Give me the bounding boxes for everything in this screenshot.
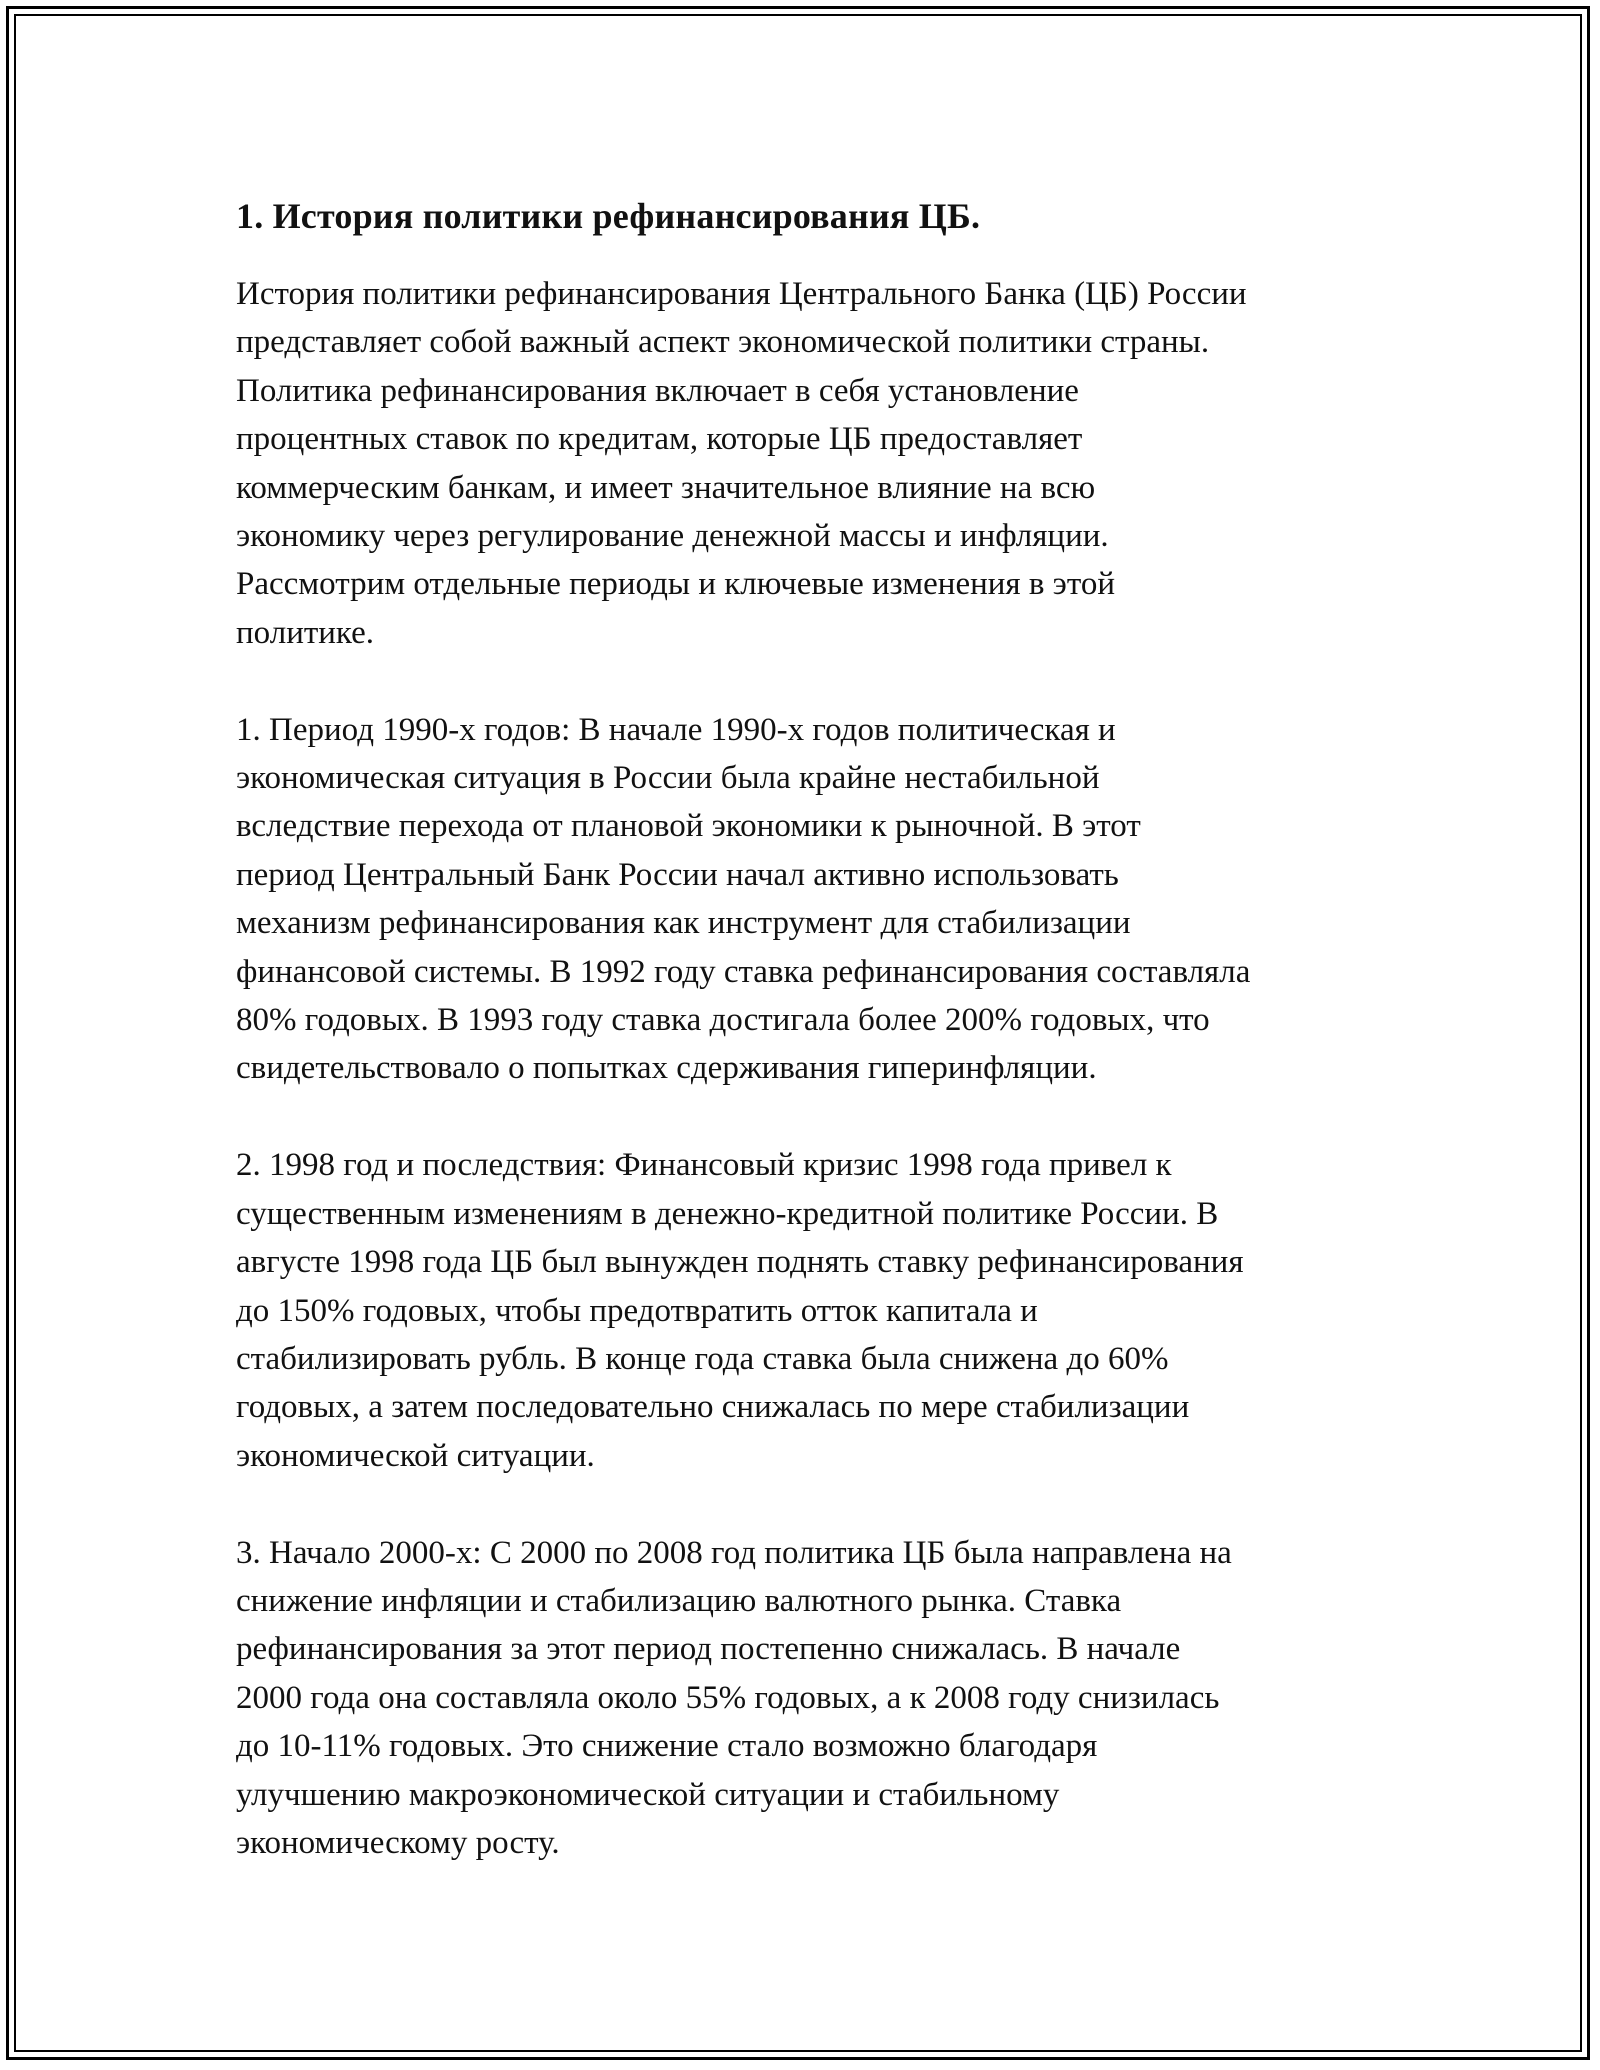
text-line: 1. Период 1990-х годов: В начале 1990-х годов политическая и [236,711,1116,748]
text-line: свидетельствовало о попытках сдерживания гиперинфляции. [236,1050,1097,1087]
text-line: до 10-11% годовых. Это снижение стало возможно благодаря [236,1728,1098,1765]
section-heading: 1. История политики рефинансирования ЦБ. [236,196,981,236]
period-1998-paragraph [236,1141,1376,1480]
intro-paragraph [236,270,1376,657]
text-line: Политика рефинансирования включает в себя установление [236,372,1079,409]
text-line: до 150% годовых, чтобы предотвратить отток капитала и [236,1292,1038,1329]
text-line: 3. Начало 2000-х: С 2000 по 2008 год политика ЦБ была направлена на [236,1534,1232,1571]
text-line: процентных ставок по кредитам, которые ЦБ предоставляет [236,421,1083,458]
text-line: вследствие перехода от плановой экономики к рыночной. В этот [236,808,1141,845]
text-line: годовых, а затем последовательно снижалась по мере стабилизации [236,1389,1190,1426]
text-line: Рассмотрим отдельные периоды и ключевые изменения в этой [236,566,1115,603]
text-line: экономическая ситуация в России была крайне нестабильной [236,760,1100,797]
text-line: стабилизировать рубль. В конце года ставка была снижена до 60% [236,1340,1169,1377]
text-line: 2000 года она составляла около 55% годовых, а к 2008 году снизилась [236,1679,1220,1716]
text-line: 80% годовых. В 1993 году ставка достигала более 200% годовых, что [236,1002,1210,1039]
text-line: период Центральный Банк России начал активно использовать [236,856,1119,893]
text-line: коммерческим банкам, и имеет значительное влияние на всю [236,469,1096,506]
period-2000s-paragraph [236,1529,1376,1868]
text-line: экономику через регулирование денежной массы и инфляции. [236,518,1109,555]
text-line: механизм рефинансирования как инструмент для стабилизации [236,905,1131,942]
text-line: финансовой системы. В 1992 году ставка рефинансирования составляла [236,953,1251,990]
text-line: августе 1998 года ЦБ был вынужден поднять ставку рефинансирования [236,1244,1244,1281]
text-line: 2. 1998 год и последствия: Финансовый кризис 1998 года привел к [236,1147,1172,1184]
text-line: экономическому росту. [236,1824,560,1861]
text-line: представляет собой важный аспект экономической политики страны. [236,324,1210,361]
text-line: политике. [236,614,375,651]
text-line: улучшению макроэкономической ситуации и стабильному [236,1776,1060,1813]
text-line: снижение инфляции и стабилизацию валютного рынка. Ставка [236,1582,1122,1619]
text-line: рефинансирования за этот период постепенно снижалась. В начале [236,1631,1181,1668]
text-line: существенным изменениям в денежно-кредитной политике России. В [236,1195,1219,1232]
document-body [236,184,1376,1916]
text-line: экономической ситуации. [236,1437,595,1474]
period-1990s-paragraph [236,706,1376,1093]
text-line: История политики рефинансирования Центрального Банка (ЦБ) России [236,276,1247,312]
